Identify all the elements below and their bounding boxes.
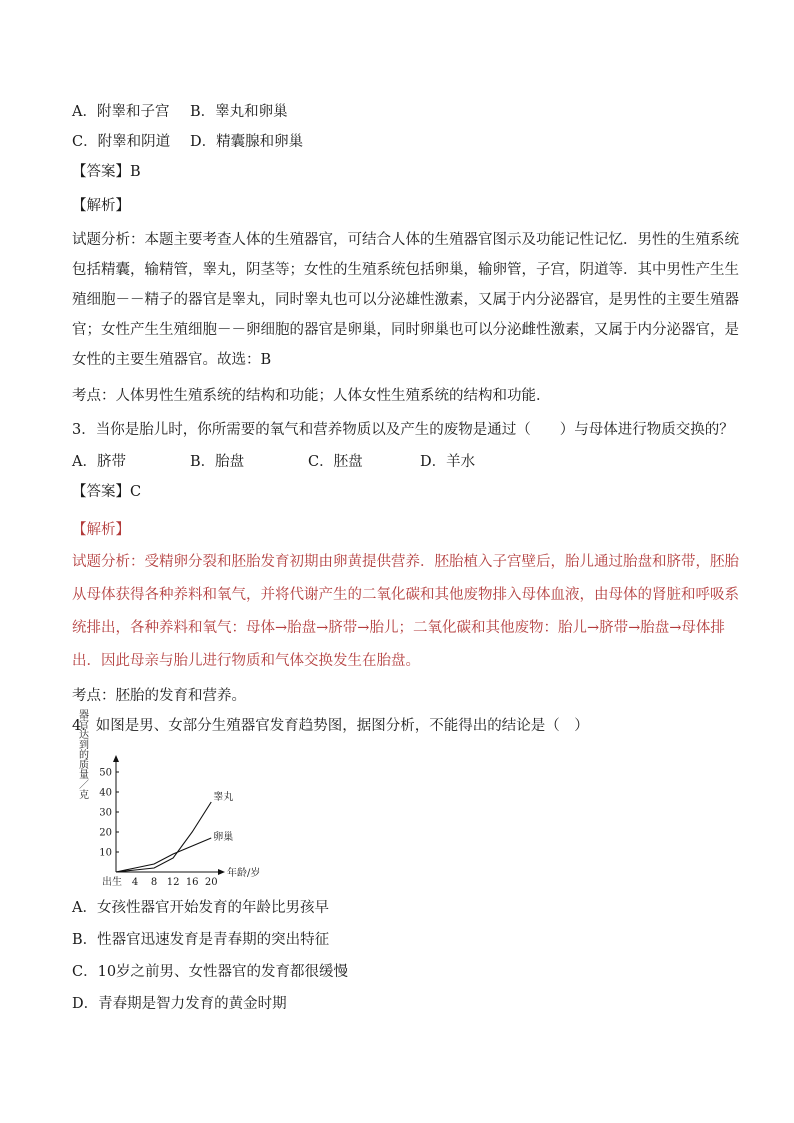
y-axis-arrow <box>113 755 119 762</box>
q2-analysis-line: 女性的主要生殖器官。故选：B <box>72 352 272 368</box>
y-tick-label: 10 <box>99 847 112 859</box>
q3-kaodian: 考点：胚胎的发育和营养。 <box>72 688 246 704</box>
y-tick-label: 50 <box>99 767 112 779</box>
q2-option: B．睾丸和卵巢 <box>190 104 288 120</box>
q4-option: B．性器官迅速发育是青春期的突出特征 <box>72 932 330 948</box>
q3-analysis-title: 【解析】 <box>72 522 130 538</box>
q2-analysis-line: 殖细胞－－精子的器官是睾丸，同时睾丸也可以分泌雄性激素，又属于内分泌器官，是男性的主要生殖器 <box>72 292 739 308</box>
x-axis-label: 年龄/岁 <box>227 868 261 879</box>
x-tick-label: 8 <box>150 877 158 888</box>
x-tick-label: 20 <box>204 877 218 888</box>
q2-kaodian: 考点：人体男性生殖系统的结构和功能；人体女性生殖系统的结构和功能． <box>72 388 551 404</box>
q3-analysis-line: 统排出，各种养料和氧气：母体→胎盘→脐带→胎儿；二氧化碳和其他废物：胎儿→脐带→胎盘→母体排 <box>72 620 725 636</box>
q2-option: C．附睾和阴道 <box>72 134 171 150</box>
q3-stem: 3．当你是胎儿时，你所需要的氧气和营养物质以及产生的废物是通过（ ）与母体进行物质交换的？ <box>72 422 734 438</box>
q4-option: C．10岁之前男、女性器官的发育都很缓慢 <box>72 964 349 980</box>
q3-option: C．胚盘 <box>308 454 363 470</box>
organ-growth-chart <box>72 709 261 892</box>
q3-option: A．脐带 <box>72 454 126 470</box>
q2-analysis-title: 【解析】 <box>72 198 130 214</box>
q2-analysis-line: 试题分析：本题主要考查人体的生殖器官，可结合人体的生殖器官图示及功能记性记忆．男性的生殖系统 <box>72 232 739 248</box>
q3-analysis-line: 出．因此母亲与胎儿进行物质和气体交换发生在胎盘。 <box>72 653 420 669</box>
q3-option: D．羊水 <box>420 454 476 470</box>
q4-stem: 4．如图是男、女部分生殖器官发育趋势图，据图分析，不能得出的结论是（ ） <box>72 718 589 734</box>
q2-option: D．精囊腺和卵巢 <box>190 134 304 150</box>
y-axis-label: 器官达到的质量／克 <box>76 709 88 799</box>
series-label: 睾丸 <box>213 792 234 803</box>
q2-analysis-line: 官；女性产生生殖细胞－－卵细胞的器官是卵巢，同时卵巢也可以分泌雌性激素，又属于内分泌器官，是 <box>72 322 739 338</box>
q2-option: A．附睾和子宫 <box>72 104 170 120</box>
x-axis-arrow <box>218 869 225 875</box>
q4-option: D．青春期是智力发育的黄金时期 <box>72 996 287 1012</box>
series-line <box>116 838 211 872</box>
q2-answer: 【答案】B <box>72 164 141 180</box>
q3-option: B．胎盘 <box>190 454 245 470</box>
series-label: 卵巢 <box>213 832 234 843</box>
q4-option: A．女孩性器官开始发育的年龄比男孩早 <box>72 900 329 916</box>
y-tick-label: 30 <box>99 807 112 819</box>
y-tick-label: 20 <box>99 827 112 839</box>
x-tick-label: 出生 <box>102 877 122 888</box>
x-tick-label: 4 <box>131 877 139 888</box>
y-tick-label: 40 <box>99 787 112 799</box>
q3-analysis-line: 从母体获得各种养料和氧气，并将代谢产生的二氧化碳和其他废物排入母体血液，由母体的肾脏和呼吸系 <box>72 587 739 603</box>
series-line <box>116 802 211 872</box>
q3-analysis-line: 试题分析：受精卵分裂和胚胎发育初期由卵黄提供营养．胚胎植入子宫壁后，胎儿通过胎盘和脐带，胚胎 <box>72 554 739 570</box>
q2-analysis-line: 包括精囊，输精管，睾丸，阴茎等；女性的生殖系统包括卵巢，输卵管，子宫，阴道等．其中男性产生生 <box>72 262 739 278</box>
x-tick-label: 16 <box>185 877 199 888</box>
q3-answer: 【答案】C <box>72 484 142 500</box>
x-tick-label: 12 <box>166 877 180 888</box>
